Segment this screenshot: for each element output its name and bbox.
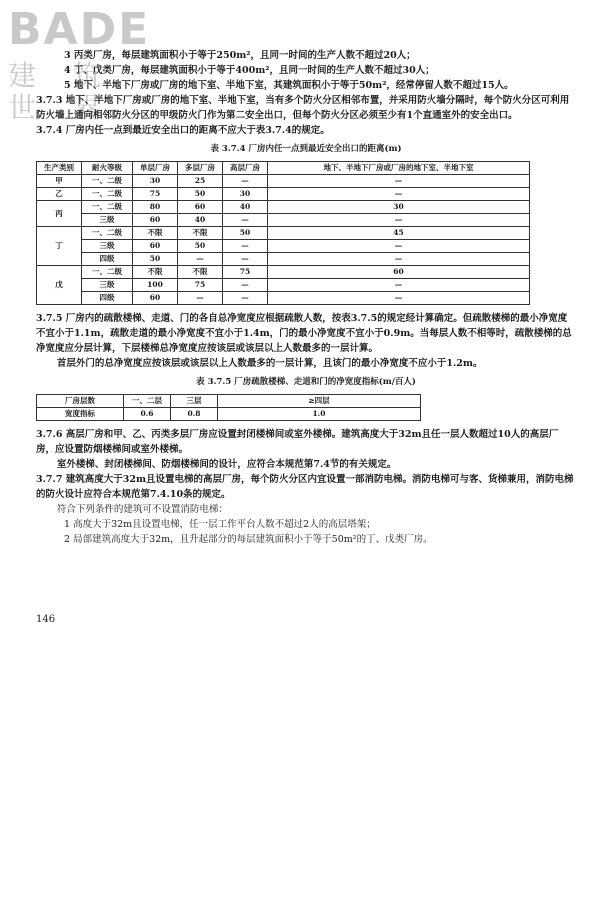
- table-cell: 45: [268, 227, 530, 240]
- table-cell: —: [223, 240, 268, 253]
- table-cell: 30: [223, 188, 268, 201]
- table-cell: 60: [133, 214, 178, 227]
- table-cell: 50: [178, 240, 223, 253]
- table-cell: 一、二级: [82, 188, 133, 201]
- table-cell: 一、二级: [82, 227, 133, 240]
- table-cell: 三级: [82, 214, 133, 227]
- table-cell: 不限: [178, 227, 223, 240]
- table-cell: 40: [178, 214, 223, 227]
- table-cell: —: [268, 188, 530, 201]
- table-row: [37, 214, 530, 227]
- table-row: [37, 175, 530, 188]
- table-cell: 50: [133, 253, 178, 266]
- intro-item: 5 地下、半地下厂房或厂房的地下室、半地下室，其建筑面积小于等于50m²，经常停留人数不超过15人。: [64, 80, 514, 91]
- table-cell: 25: [178, 175, 223, 188]
- table-cell: ≥四层: [218, 395, 421, 408]
- table-cell: —: [223, 279, 268, 292]
- category-cell: 甲: [37, 175, 82, 188]
- table-cell: —: [223, 214, 268, 227]
- table-cell: 75: [223, 266, 268, 279]
- table-row: [37, 201, 530, 214]
- intro-item: 3 丙类厂房，每层建筑面积小于等于250m²，且同一时间的生产人数不超过20人；: [64, 50, 416, 61]
- table-cell: —: [223, 292, 268, 305]
- table-3-7-4-body: [37, 175, 530, 305]
- clause-3-7-6-note: 室外楼梯、封闭楼梯间、防烟楼梯间的设计，应符合本规范第7.4节的有关规定。: [56, 459, 397, 470]
- table-row: [37, 266, 530, 279]
- clause-3-7-7-note: 符合下列条件的建筑可不设置消防电梯：: [56, 504, 228, 515]
- table-cell: 50: [178, 188, 223, 201]
- table-3-7-4: [36, 161, 530, 305]
- table-3-7-5-caption: 表 3.7.5 厂房疏散楼梯、走道和门的净宽度指标(m/百人): [196, 377, 416, 387]
- table-row: [37, 279, 530, 292]
- table-cell: 三级: [82, 240, 133, 253]
- header-cell: 单层厂房: [133, 162, 178, 175]
- clause-3-7-5-note: 首层外门的总净宽度应按该层或该层以上人数最多的一层计算，且该门的最小净宽度不应小于1.2m。: [56, 358, 483, 369]
- table-3-7-4-caption: 表 3.7.4 厂房内任一点到最近安全出口的距离(m): [210, 144, 402, 154]
- table-row: [37, 227, 530, 240]
- table-cell: 三级: [82, 279, 133, 292]
- clause-3-7-3: 3.7.3 地下、半地下厂房或厂房的地下室、半地下室，当有多个防火分区相邻布置，并采用防火墙分隔时，每个防火分区可利用防火墙上通向相邻防火分区的甲级防火门作为第二安全出口，但每个防火分区必须至少有1个直通室外的安全出口。: [36, 95, 570, 121]
- table-cell: 四级: [82, 292, 133, 305]
- table-row: [37, 240, 530, 253]
- table-cell: 不限: [178, 266, 223, 279]
- table-cell: —: [268, 175, 530, 188]
- table-cell: 75: [133, 188, 178, 201]
- table-cell: 宽度指标: [37, 408, 124, 421]
- table-cell: 一、二级: [82, 266, 133, 279]
- table-cell: 30: [133, 175, 178, 188]
- table-cell: 一、二层: [124, 395, 171, 408]
- table-cell: —: [268, 253, 530, 266]
- table-cell: 50: [223, 227, 268, 240]
- header-cell: 生产类别: [37, 162, 82, 175]
- table-row: [37, 292, 530, 305]
- final-item: 2 局部建筑高度大于32m，且升起部分的每层建筑面积小于等于50m²的丁、戊类厂房。: [64, 534, 433, 545]
- table-cell: —: [223, 253, 268, 266]
- table-row: [37, 395, 421, 408]
- table-cell: 75: [178, 279, 223, 292]
- table-cell: 60: [133, 240, 178, 253]
- table-cell: —: [178, 292, 223, 305]
- table-cell: 40: [223, 201, 268, 214]
- table-cell: 不限: [133, 266, 178, 279]
- table-row: [37, 188, 530, 201]
- table-cell: 100: [133, 279, 178, 292]
- table-header-row: [37, 162, 530, 175]
- table-cell: —: [268, 214, 530, 227]
- table-row: [37, 408, 421, 421]
- table-cell: 80: [133, 201, 178, 214]
- header-cell: 地下、半地下厂房或厂房的地下室、半地下室: [268, 162, 530, 175]
- table-cell: 0.6: [124, 408, 171, 421]
- clause-3-7-7: 3.7.7 建筑高度大于32m且设置电梯的高层厂房，每个防火分区内宜设置一部消防电梯。消防电梯可与客、货梯兼用，消防电梯的防火设计应符合本规范第7.4.10条的规定。: [36, 474, 574, 500]
- header-cell: 高层厂房: [223, 162, 268, 175]
- header-cell: 多层厂房: [178, 162, 223, 175]
- table-row: [37, 253, 530, 266]
- category-cell: 乙: [37, 188, 82, 201]
- table-cell: —: [268, 292, 530, 305]
- category-cell: 戊: [37, 266, 82, 305]
- header-cell: 耐火等级: [82, 162, 133, 175]
- page-number: 146: [36, 614, 56, 625]
- table-cell: 厂房层数: [37, 395, 124, 408]
- table-cell: 一、二级: [82, 201, 133, 214]
- category-cell: 丙: [37, 201, 82, 227]
- intro-item: 4 丁、戊类厂房，每层建筑面积小于等于400m²，且同一时间的生产人数不超过30人；: [64, 65, 435, 76]
- table-cell: 三层: [171, 395, 218, 408]
- table-cell: 不限: [133, 227, 178, 240]
- clause-3-7-6: 3.7.6 高层厂房和甲、乙、丙类多层厂房应设置封闭楼梯间或室外楼梯。建筑高度大于32m且任一层人数超过10人的高层厂房，应设置防烟楼梯间或室外楼梯。: [36, 429, 559, 455]
- table-cell: 1.0: [218, 408, 421, 421]
- table-3-7-5: [36, 394, 421, 421]
- table-cell: 60: [268, 266, 530, 279]
- document-body: [36, 48, 576, 547]
- final-item: 1 高度大于32m且设置电梯，任一层工作平台人数不超过2人的高层塔架；: [64, 519, 376, 530]
- table-cell: —: [268, 240, 530, 253]
- table-cell: 30: [268, 201, 530, 214]
- table-cell: 60: [133, 292, 178, 305]
- category-cell: 丁: [37, 227, 82, 266]
- clause-3-7-4: 3.7.4 厂房内任一点到最近安全出口的距离不应大于表3.7.4的规定。: [36, 125, 330, 136]
- watermark-cn: 建 筑 世 界: [8, 59, 115, 124]
- watermark-brand: BADE: [8, 4, 151, 55]
- table-cell: —: [223, 175, 268, 188]
- table-cell: —: [268, 279, 530, 292]
- table-cell: 0.8: [171, 408, 218, 421]
- table-cell: 60: [178, 201, 223, 214]
- table-cell: 一、二级: [82, 175, 133, 188]
- table-cell: —: [178, 253, 223, 266]
- table-cell: 四级: [82, 253, 133, 266]
- clause-3-7-5: 3.7.5 厂房内的疏散楼梯、走道、门的各自总净宽度应根据疏散人数，按表3.7.5的规定经计算确定。但疏散楼梯的最小净宽度不宜小于1.1m，疏散走道的最小净宽度不宜小于1.4m，门的最小净宽度不宜小于0.9m。当每层人数不相等时，疏散楼梯的总净宽度应分层计算，下层楼梯总净宽度应按该层或该层以上人数最多的一层计算。: [36, 313, 572, 354]
